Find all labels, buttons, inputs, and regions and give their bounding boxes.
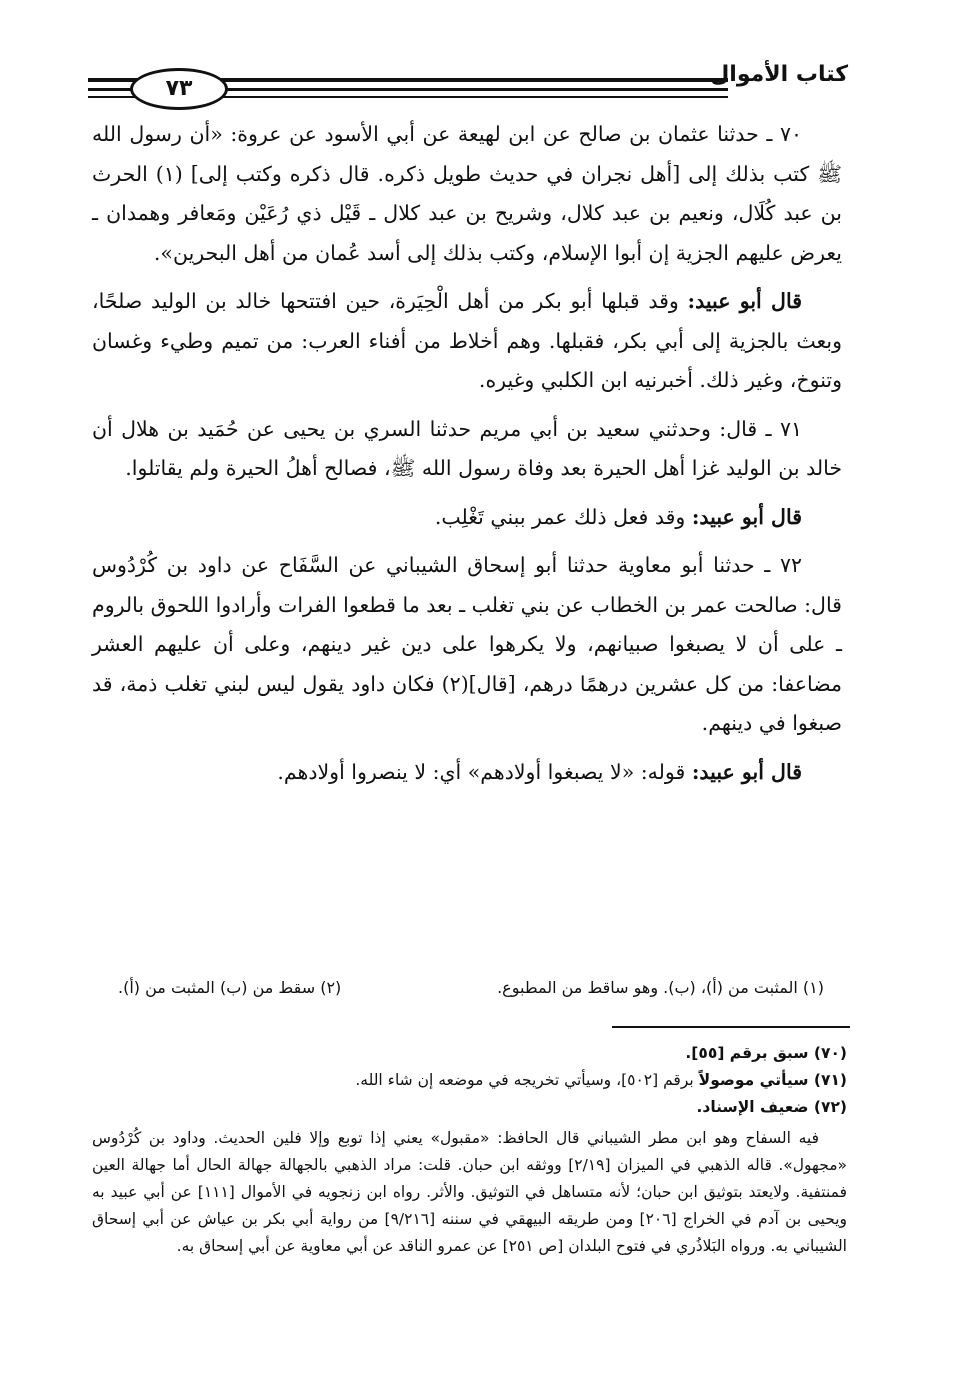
main-text <box>92 115 842 801</box>
paragraph-72: ٧٢ ـ حدثنا أبو معاوية حدثنا أبو إسحاق الشيباني عن السَّفَاح عن داود بن كُرْدُوس قال: صالحت عمر بن الخطاب عن بني تغلب ـ بعد ما قطعوا الفرات وأرادوا اللحوق بالروم ـ على أن لا يصبغوا صبيانهم، ولا يكرهوا على دين غير دينهم، وعلى أن عليهم العشر مضاعفا: من كل عشرين درهمًا درهم، [قال](٢) فكان داود يقول ليس لبني تغلب ذمة، قد صبغوا في دينهم. <box>92 553 843 735</box>
note-71-label: (٧١) سيأتي موصولاً <box>698 1071 847 1089</box>
speaker-label: قال أبو عبيد: <box>691 504 802 529</box>
paragraph-abu-ubaid-1 <box>92 282 842 401</box>
footnote-divider <box>612 1026 850 1028</box>
note-72-body: فيه السفاح وهو ابن مطر الشيباني قال الحافظ: «مقبول» يعني إذا توبع وإلا فلين الحديث. وداود بن كُرْدُوس «مجهول». قاله الذهبي في الميزان [٢/١٩] ووثقه ابن حبان. قلت: مراد الذهبي بالجهالة جهالة الحال أما جهالة العين فمنتفية. ولايعتد بتوثيق ابن حبان؛ لأنه متساهل في التوثيق. والأثر. رواه ابن زنجويه في الأموال [١١١] عن أبي عبيد به ويحيى بن آدم في الخراج [٢٠٦] ومن طريقه البيهقي في سننه [٩/٢١٦] من رواية أبي بكر بن عياش عن أبي إسحاق الشيباني به. ورواه البَلاذُري في فتوح البلدان [ص ٢٥١] عن عمرو الناقد عن أبي معاوية عن أبي إسحاق به. <box>92 1129 847 1255</box>
speaker-label: قال أبو عبيد: <box>687 289 802 313</box>
speaker-label: قال أبو عبيد: <box>691 759 802 784</box>
footnote-2: (٢) سقط من (ب) المثبت من (أ). <box>118 978 342 997</box>
paragraph-abu-ubaid-3 <box>92 753 842 793</box>
editor-footnotes <box>118 978 824 1018</box>
paragraph-text: قوله: «لا يصبغوا أولادهم» أي: لا ينصروا أولادهم. <box>277 759 686 784</box>
paragraph-abu-ubaid-2 <box>92 498 842 538</box>
note-71-text: برقم [٥٠٢]، وسيأتي تخريجه في موضعه إن شاء الله. <box>355 1071 694 1089</box>
paragraph-text: وقد قبلها أبو بكر من أهل الْحِيَرة، حين افتتحها خالد بن الوليد صلحًا، وبعث بالجزية إلى أبي بكر، فقبلها. وهم أخلاط من أفناء العرب: من تميم وطيء وغسان وتنوخ، وغير ذلك. أخبرنيه ابن الكلبي وغيره. <box>92 289 842 392</box>
page-header <box>88 58 848 110</box>
book-title: كتاب الأموال <box>710 62 848 87</box>
paragraph-71: ٧١ ـ قال: وحدثني سعيد بن أبي مريم حدثنا السري بن يحيى عن حُمَيد بن هلال أن خالد بن الوليد غزا أهل الحيرة بعد وفاة رسول الله ﷺ، فصالح أهلُ الحيرة ولم يقاتلوا. <box>92 416 842 480</box>
paragraph-text: وقد فعل ذلك عمر ببني تَغْلِب. <box>434 504 686 529</box>
note-71 <box>92 1067 847 1094</box>
note-72: (٧٢) ضعيف الإسناد. <box>696 1098 847 1116</box>
note-70: (٧٠) سبق برقم [٥٥]. <box>685 1044 847 1062</box>
takhrij-notes <box>92 1040 847 1260</box>
footnote-1: (١) المثبت من (أ)، (ب). وهو ساقط من المطبوع. <box>497 978 824 997</box>
page-number: ٧٣ <box>130 68 228 110</box>
paragraph-70: ٧٠ ـ حدثنا عثمان بن صالح عن ابن لهيعة عن أبي الأسود عن عروة: «أن رسول الله ﷺ كتب بذلك إلى [أهل نجران في حديث طويل ذكره. قال ذكره وكتب إلى] (١) الحرث بن عبد كُلَال، ونعيم بن عبد كلال، وشريح بن عبد كلال ـ قَيْل ذي رُعَيْن ومَعافر وهمدان ـ يعرض عليهم الجزية إن أبوا الإسلام، وكتب بذلك إلى أسد عُمان من أهل البحرين». <box>92 122 842 265</box>
